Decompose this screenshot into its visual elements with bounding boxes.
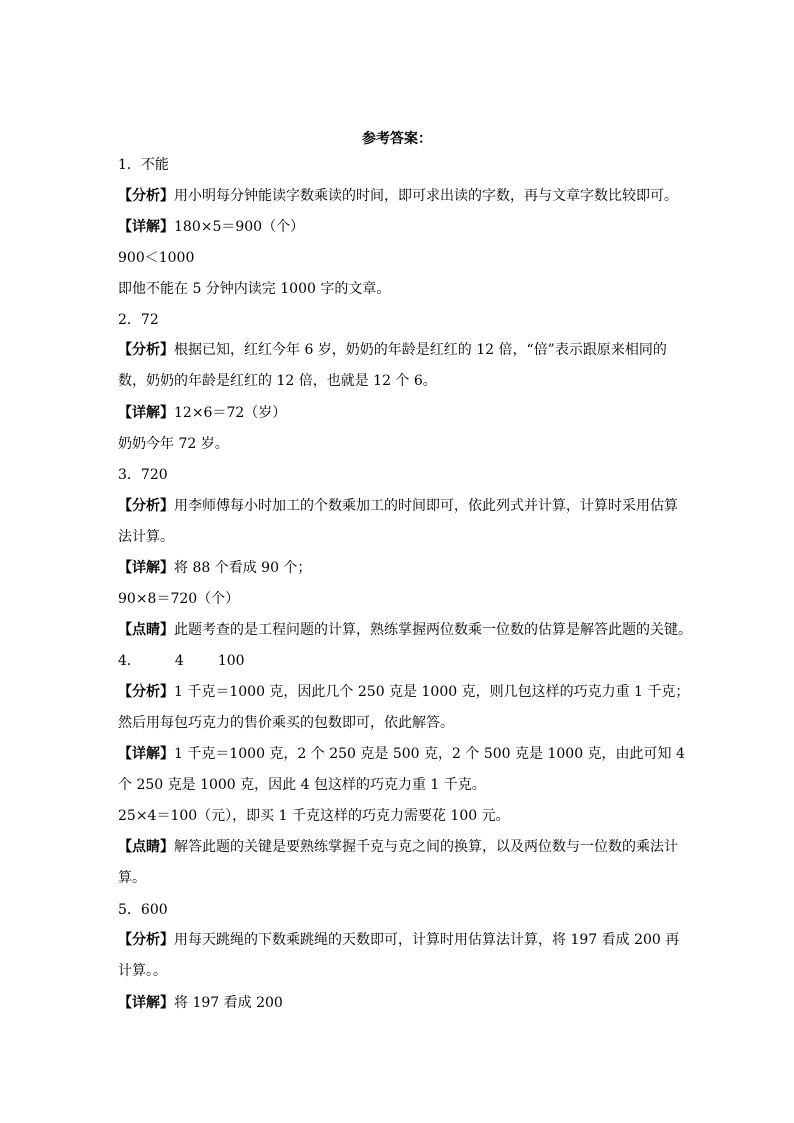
q4-point (118, 832, 688, 894)
point-tag: 【点睛】 (118, 622, 174, 638)
q1-analysis-text: 用小明每分钟能读字数乘读的时间，即可求出读的字数，再与文章字数比较即可。 (174, 188, 678, 204)
q2-analysis-text: 根据已知，红红今年 6 岁，奶奶的年龄是红红的 12 倍，“倍”表示跟原来相同的数，奶奶的年龄是红红的 12 倍，也就是 12 个 6。 (118, 342, 667, 389)
q3-analysis (118, 491, 688, 553)
q4-detail (118, 739, 688, 801)
q3-analysis-text: 用李师傅每小时加工的个数乘加工的时间即可，依此列式并计算，计算时采用估算法计算。 (118, 498, 678, 545)
q4-answer-2: 100 (217, 653, 245, 669)
detail-tag: 【详解】 (118, 995, 174, 1011)
q4-answer (118, 648, 688, 674)
analysis-tag: 【分析】 (118, 188, 174, 204)
q3-point (118, 617, 692, 643)
q2-detail-text: 12×6＝72（岁） (174, 405, 287, 421)
q1-answer: 1．不能 (118, 157, 169, 173)
detail-tag: 【详解】 (118, 219, 174, 235)
q4-analysis-text: 1 千克＝1000 克，因此几个 250 克是 1000 克，则几包这样的巧克力重 1 千克； (174, 684, 690, 700)
q4-num: 4． (118, 653, 141, 669)
q4-analysis-2: 然后用每包巧克力的售价乘买的包数即可，依此解答。 (118, 715, 454, 731)
analysis-tag: 【分析】 (118, 498, 174, 514)
q4-analysis (118, 679, 688, 705)
q5-detail (118, 990, 688, 1016)
q4-line3: 25×4＝100（元），即买 1 千克这样的巧克力需要花 100 元。 (118, 808, 510, 824)
q4-detail-text: 1 千克＝1000 克，2 个 250 克是 500 克，2 个 500 克是 1000 克，由此可知 4 个 250 克是 1000 克，因此 4 包这样的巧克力重 1 千克。 (118, 746, 685, 793)
q2-line3: 奶奶今年 72 岁。 (118, 436, 229, 452)
q2-detail (118, 400, 688, 426)
q5-answer: 5．600 (118, 902, 168, 918)
q1-detail (118, 214, 688, 240)
analysis-tag: 【分析】 (118, 342, 174, 358)
q3-detail (118, 555, 688, 581)
q3-point-text: 此题考查的是工程问题的计算，熟练掌握两位数乘一位数的估算是解答此题的关键。 (174, 622, 692, 638)
q4-answer-1: 4 (174, 653, 184, 669)
q3-line3: 90×8＝720（个） (118, 591, 240, 607)
q1-line4: 即他不能在 5 分钟内读完 1000 字的文章。 (118, 281, 391, 297)
q4-point-text: 解答此题的关键是要熟练掌握千克与克之间的换算，以及两位数与一位数的乘法计算。 (118, 839, 678, 886)
q5-analysis-text: 用每天跳绳的下数乘跳绳的天数即可，计算时用估算法计算，将 197 看成 200 再计算。。 (118, 932, 680, 979)
detail-tag: 【详解】 (118, 746, 174, 762)
detail-tag: 【详解】 (118, 560, 174, 576)
analysis-tag: 【分析】 (118, 932, 174, 948)
q3-detail-text: 将 88 个看成 90 个； (174, 560, 312, 576)
page-title: 参考答案： (362, 131, 432, 147)
q1-line3: 900＜1000 (118, 250, 195, 266)
q2-answer: 2．72 (118, 312, 159, 328)
analysis-tag: 【分析】 (118, 684, 174, 700)
q1-analysis (118, 183, 688, 209)
point-tag: 【点睛】 (118, 839, 174, 855)
q1-detail-text: 180×5＝900（个） (174, 219, 305, 235)
detail-tag: 【详解】 (118, 405, 174, 421)
q5-detail-text: 将 197 看成 200 (174, 995, 283, 1011)
q5-analysis (118, 925, 688, 987)
q2-analysis (118, 335, 688, 397)
q3-answer: 3．720 (118, 467, 168, 483)
